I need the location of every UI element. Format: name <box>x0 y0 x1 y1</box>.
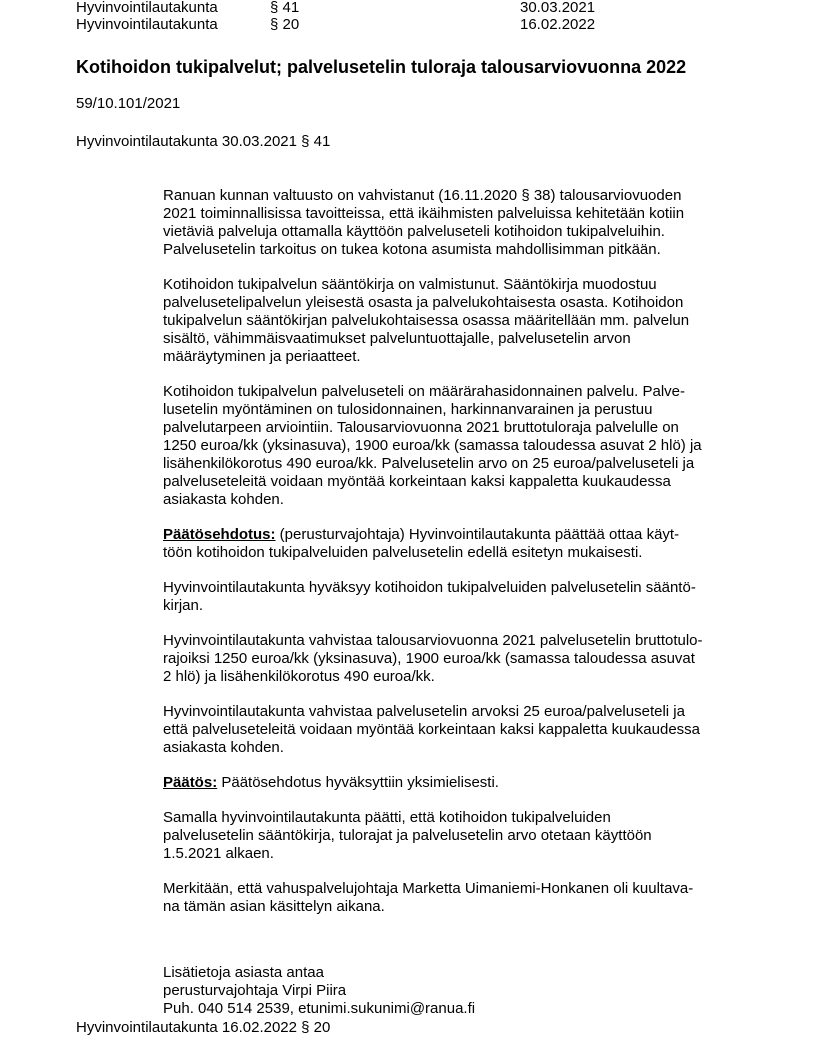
decision-label: Päätös: <box>163 774 218 791</box>
text-line: Palvelusetelin tarkoitus on tukea kotona asumista mahdollisimman pitkään. <box>163 241 661 258</box>
text-line: asiakasta kohden. <box>163 739 284 756</box>
text-line <box>163 774 753 792</box>
history-section: § 20 <box>270 16 300 33</box>
paragraph-background <box>163 187 753 259</box>
text-line <box>163 526 753 544</box>
text-line: vietäviä palveluja ottamalla käyttöön palveluseteli kotihoidon tukipalveluihin. <box>163 223 665 240</box>
decision-text: Päätösehdotus hyväksyttiin yksimielisesti. <box>217 774 499 791</box>
contact-intro: Lisätietoja asiasta antaa <box>163 964 324 981</box>
next-meeting-header: Hyvinvointilautakunta 16.02.2022 § 20 <box>76 1019 331 1036</box>
text-line: palvelutarpeen arviointiin. Talousarviovuonna 2021 bruttotuloraja palvelulle on <box>163 419 679 436</box>
text-line: töön kotihoidon tukipalveluiden palvelusetelin edellä esitetyn mukaisesti. <box>163 544 643 561</box>
contact-phone-email: Puh. 040 514 2539, etunimi.sukunimi@ranua.fi <box>163 1000 476 1017</box>
text-line: Ranuan kunnan valtuusto on vahvistanut (16.11.2020 § 38) talousarviovuoden <box>163 187 682 204</box>
document-body <box>163 187 753 933</box>
text-line: palvelusetelin sääntökirja, tulorajat ja palvelusetelin arvo otetaan käyttöön <box>163 827 652 844</box>
text-line: että palveluseteleitä voidaan myöntää korkeintaan kaksi kappaletta kuukaudessa <box>163 721 701 738</box>
history-body: Hyvinvointilautakunta <box>76 16 218 33</box>
history-body: Hyvinvointilautakunta <box>76 0 218 16</box>
text-line: määräytyminen ja periaatteet. <box>163 348 361 365</box>
record-number: 59/10.101/2021 <box>76 95 181 112</box>
text-line: palveluseteleitä voidaan myöntää korkeintaan kaksi kappaletta kuukaudessa <box>163 473 671 490</box>
paragraph-confirm-value <box>163 703 753 757</box>
paragraph-approve-rulebook <box>163 579 753 615</box>
paragraph-rulebook <box>163 276 753 366</box>
text-line: rajoiksi 1250 euroa/kk (yksinasuva), 1900 euroa/kk (samassa taloudessa asuvat <box>163 650 695 667</box>
contact-info <box>163 964 475 1018</box>
text-line: 2021 toiminnallisissa tavoitteissa, että ikäihmisten palveluissa kehitetään kotiin <box>163 205 685 222</box>
paragraph-effective-date <box>163 809 753 863</box>
paragraph-income-limits <box>163 383 753 509</box>
contact-person: perusturvajohtaja Virpi Piira <box>163 982 347 999</box>
text-line: Kotihoidon tukipalvelun palveluseteli on määrärahasidonnainen palvelu. Palve- <box>163 383 686 400</box>
text-line: na tämän asian käsittelyn aikana. <box>163 898 385 915</box>
text-line: tukipalvelun sääntökirjan palvelukohtaisessa osassa määritellään mm. palvelun <box>163 312 690 329</box>
text-line: sisältö, vähimmäisvaatimukset palveluntuottajalle, palvelusetelin arvon <box>163 330 631 347</box>
paragraph-note <box>163 880 753 916</box>
text-line: asiakasta kohden. <box>163 491 284 508</box>
history-date: 16.02.2022 <box>520 16 596 33</box>
text-line: kirjan. <box>163 597 204 614</box>
text-line: lisähenkilökorotus 490 euroa/kk. Palvelusetelin arvo on 25 euroa/palveluseteli ja <box>163 455 695 472</box>
text-line: 1250 euroa/kk (yksinasuva), 1900 euroa/kk (samassa taloudessa asuvat 2 hlö) ja <box>163 437 702 454</box>
text-line: lusetelin myöntäminen on tulosidonnainen, harkinnanvarainen ja perustuu <box>163 401 653 418</box>
paragraph-decision <box>163 774 753 792</box>
proposal-text: (perusturvajohtaja) Hyvinvointilautakunta päättää ottaa käyt- <box>275 526 680 543</box>
text-line: Hyvinvointilautakunta vahvistaa palvelusetelin arvoksi 25 euroa/palveluseteli ja <box>163 703 685 720</box>
paragraph-confirm-limits <box>163 632 753 686</box>
history-date: 30.03.2021 <box>520 0 596 16</box>
text-line: Hyvinvointilautakunta vahvistaa talousarviovuonna 2021 palvelusetelin bruttotulo- <box>163 632 703 649</box>
text-line: 1.5.2021 alkaen. <box>163 845 274 862</box>
text-line: Hyvinvointilautakunta hyväksyy kotihoidon tukipalveluiden palvelusetelin sääntö- <box>163 579 696 596</box>
proposal-label: Päätösehdotus: <box>163 526 276 543</box>
text-line: Kotihoidon tukipalvelun sääntökirja on valmistunut. Sääntökirja muodostuu <box>163 276 657 293</box>
history-section: § 41 <box>270 0 300 16</box>
text-line: Samalla hyvinvointilautakunta päätti, että kotihoidon tukipalveluiden <box>163 809 611 826</box>
document-title: Kotihoidon tukipalvelut; palvelusetelin tuloraja talousarviovuonna 2022 <box>76 57 687 77</box>
text-line: 2 hlö) ja lisähenkilökorotus 490 euroa/kk. <box>163 668 435 685</box>
text-line: palvelusetelipalvelun yleisestä osasta ja palvelukohtaisesta osasta. Kotihoidon <box>163 294 684 311</box>
text-line: Merkitään, että vahuspalvelujohtaja Marketta Uimaniemi-Honkanen oli kuultava- <box>163 880 694 897</box>
meeting-header: Hyvinvointilautakunta 30.03.2021 § 41 <box>76 133 331 150</box>
paragraph-proposal <box>163 526 753 562</box>
